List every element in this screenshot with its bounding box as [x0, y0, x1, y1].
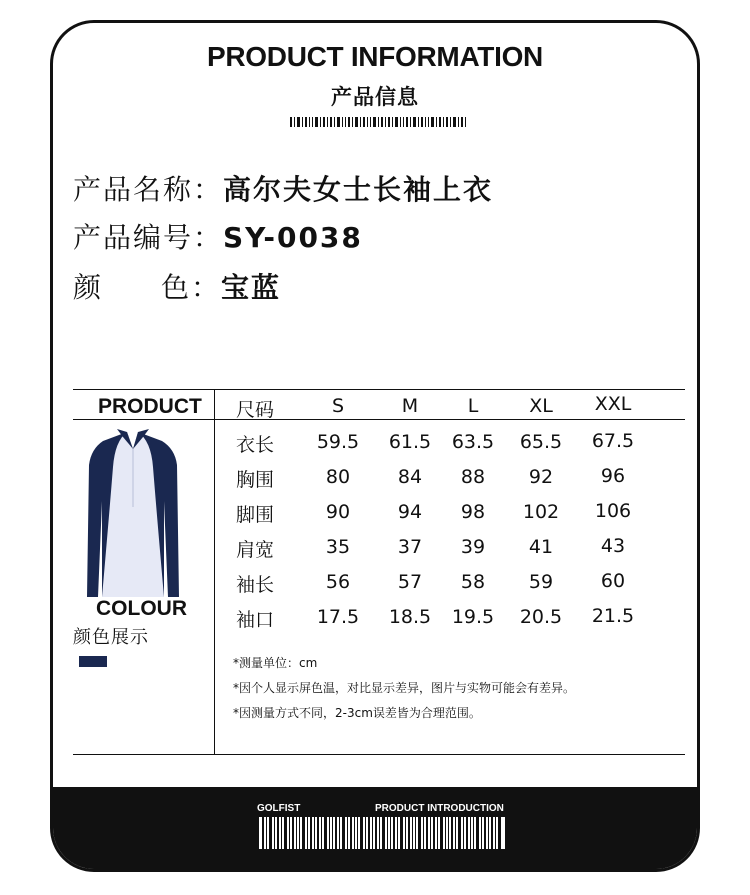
note-unit: *测量单位：cm — [233, 656, 318, 670]
page-subtitle: 产品信息 — [331, 85, 419, 109]
table-cell: 35 — [325, 536, 351, 558]
size-header-xxl: XXL — [594, 393, 632, 415]
product-color-row — [73, 266, 281, 306]
row-label: 袖长 — [236, 574, 275, 596]
colour-label-cn: 颜色展示 — [73, 627, 149, 648]
product-info-card — [50, 20, 700, 872]
size-header-xl: XL — [529, 395, 553, 417]
table-cell: 94 — [397, 501, 423, 523]
table-cell: 84 — [397, 466, 423, 488]
table-cell: 56 — [325, 571, 351, 593]
table-cell: 19.5 — [451, 606, 495, 628]
table-bottom-border — [73, 754, 685, 755]
table-cell: 37 — [397, 536, 423, 558]
table-cell: 96 — [600, 465, 626, 487]
color-swatch — [79, 656, 107, 667]
size-header-m: M — [401, 395, 419, 417]
table-cell: 88 — [460, 466, 486, 488]
table-column-divider — [214, 389, 215, 755]
table-cell: 41 — [528, 536, 554, 558]
product-code-label: 产品编号： — [73, 221, 224, 254]
table-header-divider — [73, 419, 685, 420]
table-cell: 18.5 — [388, 606, 432, 628]
product-color-label-2: 色： — [161, 271, 222, 304]
product-code-row — [73, 216, 363, 256]
size-header-s: S — [331, 395, 345, 417]
footer-brand: GOLFIST — [257, 803, 301, 814]
size-table — [73, 389, 685, 755]
table-cell: 43 — [600, 535, 626, 557]
product-name-row — [73, 168, 493, 208]
colour-label-en: COLOUR — [96, 597, 187, 620]
size-header-label: 尺码 — [236, 399, 275, 421]
product-color-label-1: 颜 — [73, 271, 104, 304]
footer-barcode-icon — [259, 817, 505, 849]
table-cell: 98 — [460, 501, 486, 523]
table-cell: 102 — [522, 501, 560, 523]
table-cell: 60 — [600, 570, 626, 592]
table-cell: 92 — [528, 466, 554, 488]
product-column-label: PRODUCT — [98, 395, 202, 418]
row-label: 胸围 — [236, 469, 275, 491]
table-cell: 67.5 — [591, 430, 635, 452]
footer-bar — [53, 787, 697, 869]
page-title: PRODUCT INFORMATION — [207, 41, 543, 72]
shirt-illustration — [73, 427, 201, 597]
table-cell: 59.5 — [316, 431, 360, 453]
row-label: 衣长 — [236, 434, 275, 456]
table-cell: 17.5 — [316, 606, 360, 628]
note-measurement: *因测量方式不同，2-3cm误差皆为合理范围。 — [233, 706, 481, 720]
table-cell: 61.5 — [388, 431, 432, 453]
table-cell: 21.5 — [591, 605, 635, 627]
table-cell: 106 — [594, 500, 632, 522]
table-cell: 57 — [397, 571, 423, 593]
footer-title: PRODUCT INTRODUCTION — [375, 803, 504, 814]
product-color-value: 宝蓝 — [221, 271, 282, 304]
table-cell: 65.5 — [519, 431, 563, 453]
table-cell: 58 — [460, 571, 486, 593]
table-cell: 59 — [528, 571, 554, 593]
header-barcode-icon — [290, 117, 466, 127]
row-label: 袖口 — [236, 609, 275, 631]
table-cell: 63.5 — [451, 431, 495, 453]
table-cell: 90 — [325, 501, 351, 523]
product-name-label: 产品名称： — [73, 173, 224, 206]
table-cell: 80 — [325, 466, 351, 488]
table-cell: 39 — [460, 536, 486, 558]
row-label: 肩宽 — [236, 539, 275, 561]
row-label: 脚围 — [236, 504, 275, 526]
note-display: *因个人显示屏色温，对比显示差异，图片与实物可能会有差异。 — [233, 681, 576, 695]
product-name-value: 高尔夫女士长袖上衣 — [223, 173, 494, 206]
size-header-l: L — [467, 395, 479, 417]
table-cell: 20.5 — [519, 606, 563, 628]
table-top-border — [73, 389, 685, 390]
product-code-value: SY-0038 — [223, 221, 363, 254]
